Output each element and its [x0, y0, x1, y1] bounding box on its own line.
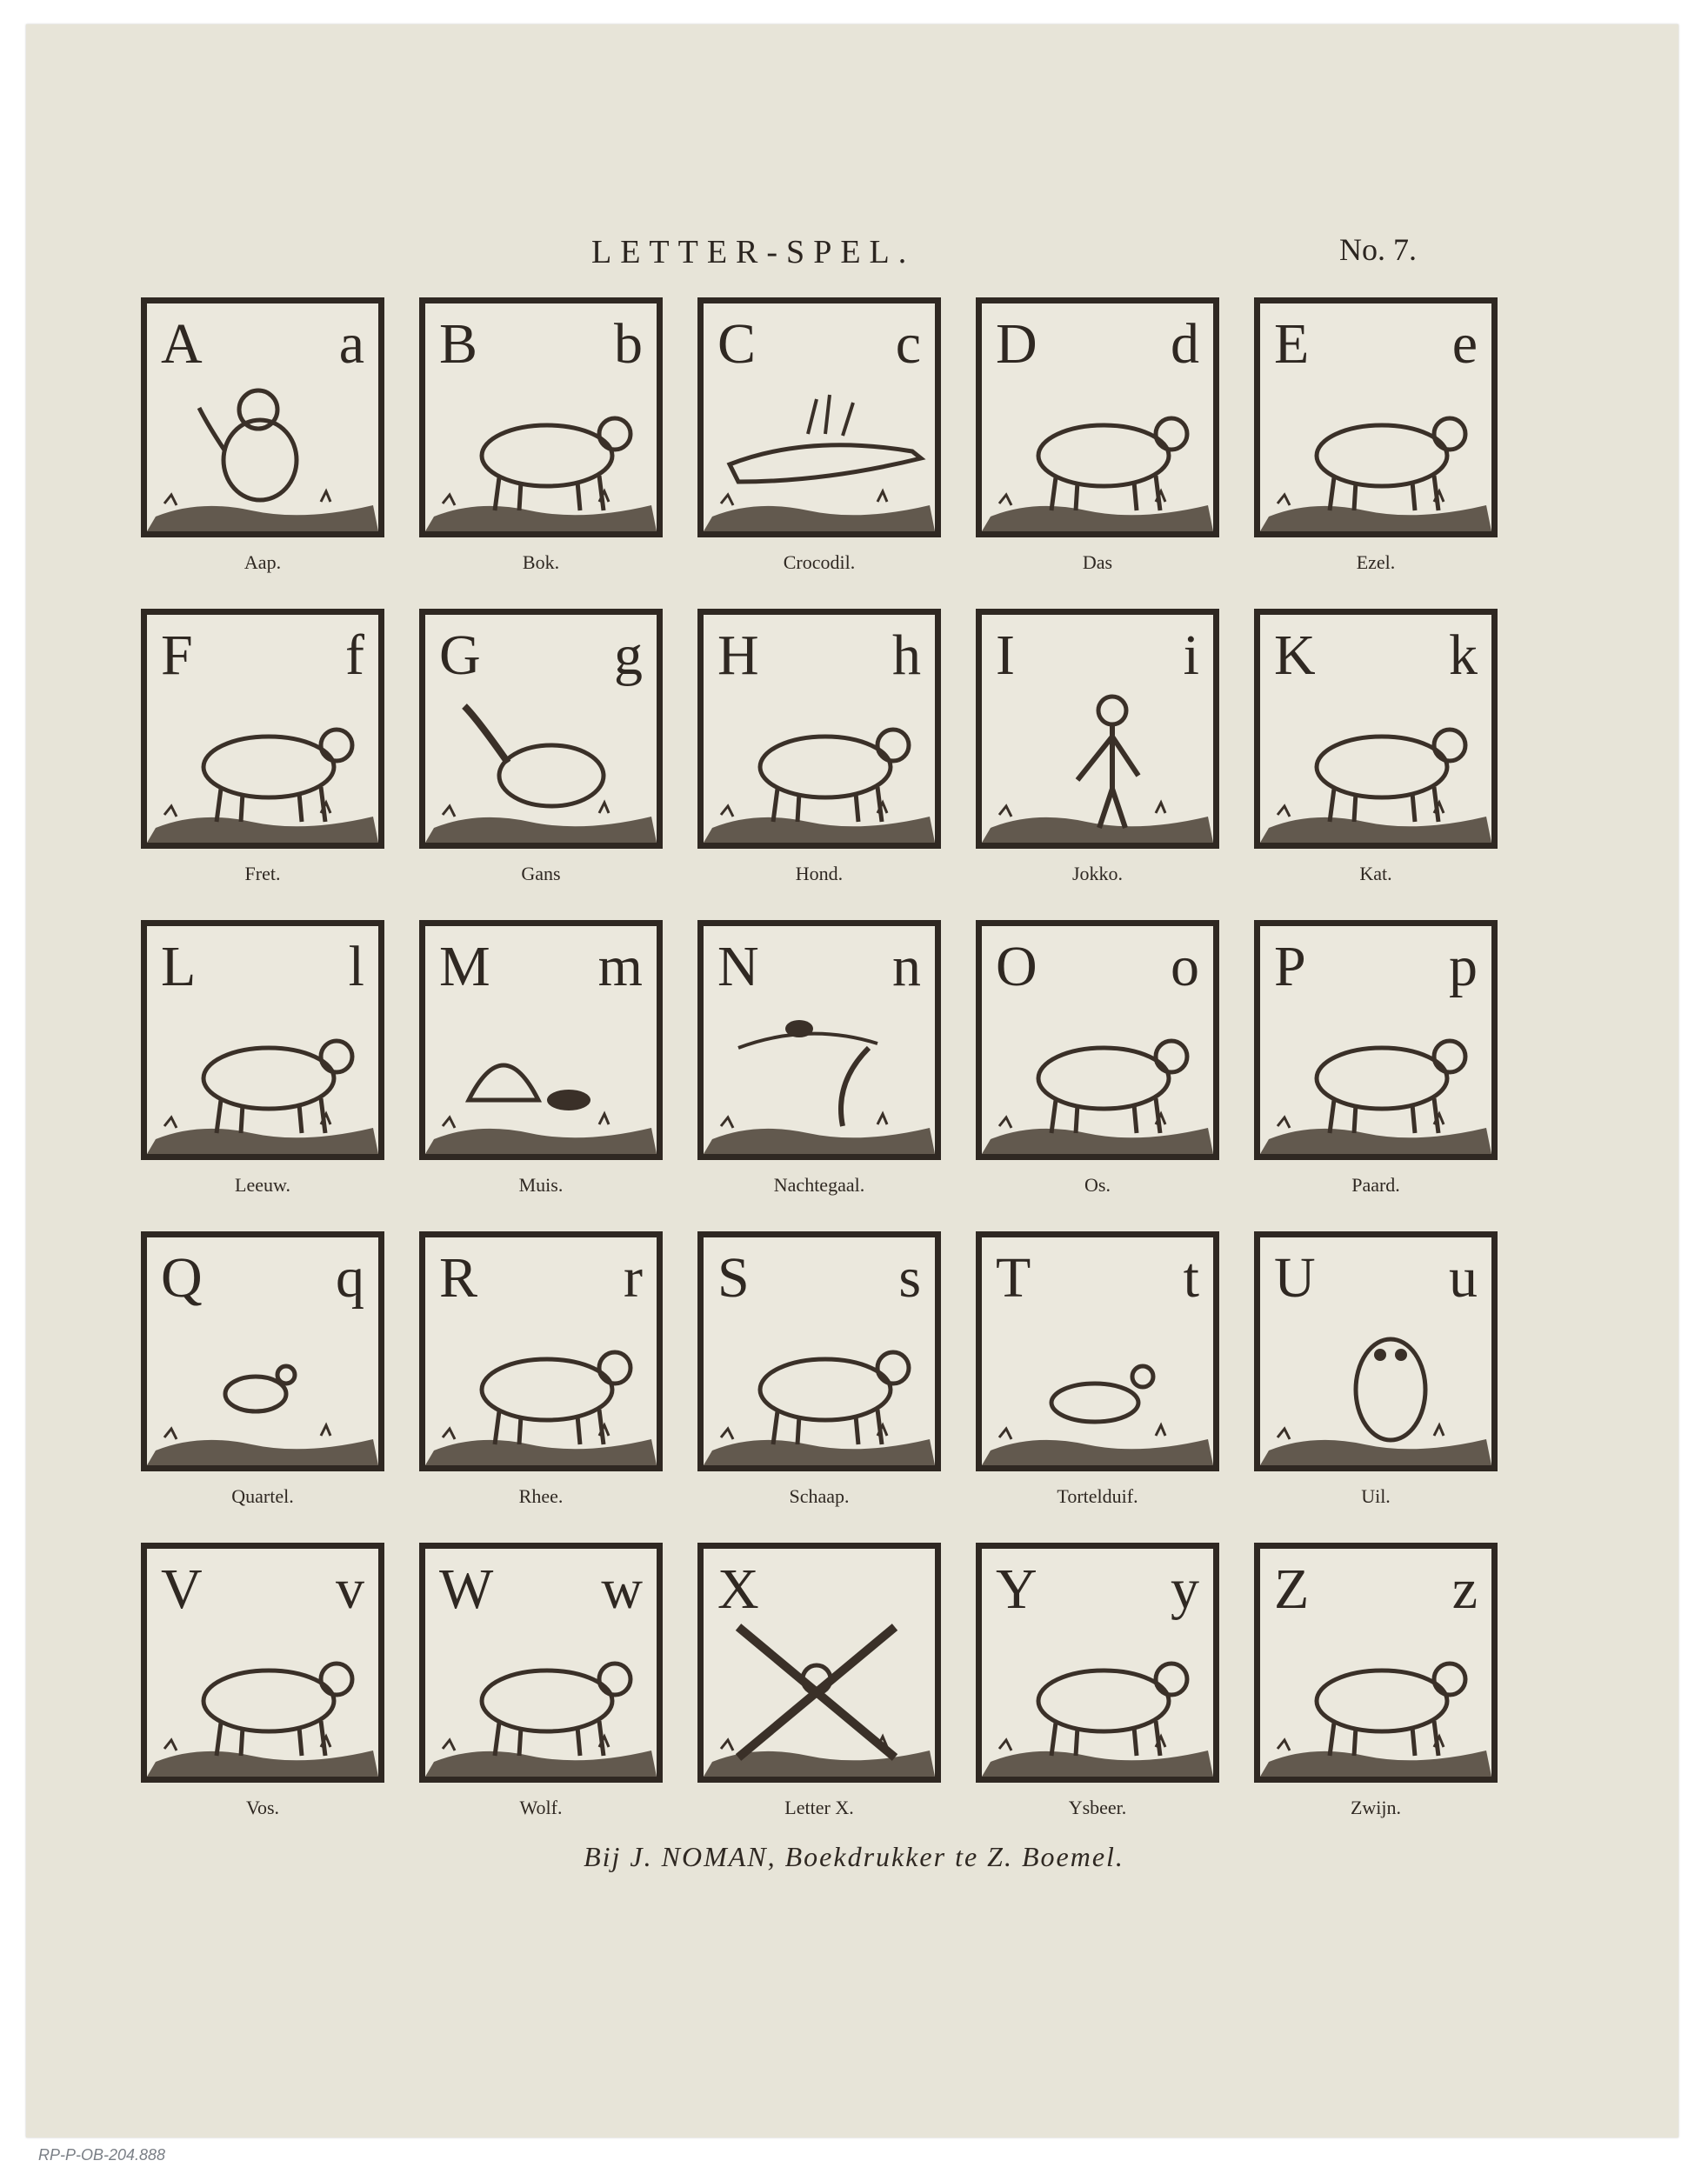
letter-tile [697, 1543, 941, 1818]
woodcut-frame [141, 920, 384, 1160]
animal-caption: Quartel. [231, 1485, 294, 1507]
animal-caption: Schaap. [789, 1485, 850, 1507]
uppercase-letter: B [439, 312, 478, 376]
uppercase-letter: P [1274, 935, 1306, 998]
letter-pair [1274, 624, 1478, 687]
letter-tile [141, 1543, 384, 1818]
animal-caption: Fret. [244, 863, 281, 884]
woodcut-frame [419, 1231, 663, 1471]
sheet-title: LETTER-SPEL. [591, 234, 916, 270]
woodcut-frame [697, 920, 941, 1160]
animal-caption: Letter X. [784, 1797, 854, 1818]
letter-pair [439, 624, 643, 687]
letter-tile [141, 609, 384, 884]
uppercase-letter: O [996, 935, 1037, 998]
animal-caption: Muis. [518, 1174, 564, 1196]
animal-caption: Hond. [795, 863, 844, 884]
letter-tile [1254, 297, 1498, 573]
letter-pair [996, 1246, 1199, 1310]
letter-pair [717, 935, 921, 998]
animal-caption: Gans [521, 863, 561, 884]
lowercase-letter: p [1449, 935, 1478, 998]
animal-caption: Jokko. [1071, 863, 1124, 884]
letter-pair [439, 1557, 643, 1621]
letter-pair [717, 1557, 921, 1621]
letter-pair [161, 1557, 364, 1621]
lowercase-letter: u [1449, 1246, 1478, 1310]
uppercase-letter: D [996, 312, 1037, 376]
letter-pair [161, 312, 364, 376]
lowercase-letter: m [597, 935, 643, 998]
woodcut-frame [141, 1543, 384, 1783]
lowercase-letter: q [336, 1246, 364, 1310]
lowercase-letter: s [898, 1246, 921, 1310]
letter-tile [141, 1231, 384, 1507]
letter-pair [161, 1246, 364, 1310]
letter-pair [717, 624, 921, 687]
animal-caption: Uil. [1361, 1485, 1391, 1507]
uppercase-letter: S [717, 1246, 750, 1310]
uppercase-letter: X [717, 1557, 759, 1621]
uppercase-letter: F [161, 624, 193, 687]
lowercase-letter: b [614, 312, 643, 376]
animal-caption: Das [1082, 551, 1113, 573]
woodcut-frame [976, 920, 1219, 1160]
uppercase-letter: G [439, 624, 481, 687]
woodcut-frame [141, 297, 384, 537]
woodcut-frame [419, 297, 663, 537]
lowercase-letter: y [1171, 1557, 1199, 1621]
letter-pair [1274, 1557, 1478, 1621]
lowercase-letter: d [1171, 312, 1199, 376]
letter-pair [717, 1246, 921, 1310]
letter-tile [419, 1231, 663, 1507]
letter-tile [976, 1231, 1219, 1507]
letter-tile [976, 297, 1219, 573]
letter-pair [717, 312, 921, 376]
animal-caption: Aap. [244, 551, 282, 573]
animal-caption: Nachtegaal. [773, 1174, 865, 1196]
woodcut-frame [697, 609, 941, 849]
lowercase-letter: g [614, 624, 643, 687]
letter-tile [419, 1543, 663, 1818]
woodcut-frame [419, 920, 663, 1160]
letter-pair [161, 624, 364, 687]
letter-pair [439, 1246, 643, 1310]
woodcut-frame [976, 1543, 1219, 1783]
letter-pair [996, 312, 1199, 376]
woodcut-frame [697, 1231, 941, 1471]
animal-caption: Paard. [1351, 1174, 1400, 1196]
lowercase-letter: o [1171, 935, 1199, 998]
woodcut-frame [141, 1231, 384, 1471]
letter-tile [141, 297, 384, 573]
uppercase-letter: Y [996, 1557, 1037, 1621]
letter-tile [697, 297, 941, 573]
letter-tile [1254, 1543, 1498, 1818]
animal-caption: Ysbeer. [1068, 1797, 1127, 1818]
letter-pair [996, 935, 1199, 998]
animal-caption: Rhee. [518, 1485, 564, 1507]
lowercase-letter: h [892, 624, 921, 687]
uppercase-letter: U [1274, 1246, 1316, 1310]
woodcut-frame [419, 609, 663, 849]
uppercase-letter: T [996, 1246, 1031, 1310]
letter-tile [976, 609, 1219, 884]
letter-pair [1274, 935, 1478, 998]
woodcut-frame [1254, 609, 1498, 849]
animal-caption: Os. [1084, 1174, 1111, 1196]
letter-pair [996, 1557, 1199, 1621]
uppercase-letter: M [439, 935, 490, 998]
letter-tile [976, 920, 1219, 1196]
woodcut-frame [1254, 297, 1498, 537]
letter-pair [439, 312, 643, 376]
lowercase-letter: z [1451, 1557, 1478, 1621]
uppercase-letter: I [996, 624, 1015, 687]
woodcut-frame [697, 1543, 941, 1783]
lowercase-letter: i [1183, 624, 1199, 687]
uppercase-letter: K [1274, 624, 1316, 687]
lowercase-letter: w [601, 1557, 643, 1621]
letter-pair [161, 935, 364, 998]
uppercase-letter: Q [161, 1246, 203, 1310]
woodcut-frame [976, 297, 1219, 537]
uppercase-letter: R [439, 1246, 478, 1310]
woodcut-frame [976, 1231, 1219, 1471]
letter-tile [419, 920, 663, 1196]
uppercase-letter: H [717, 624, 759, 687]
lowercase-letter: n [892, 935, 921, 998]
uppercase-letter: V [161, 1557, 203, 1621]
letter-tile [419, 297, 663, 573]
uppercase-letter: Z [1274, 1557, 1310, 1621]
letter-pair [996, 624, 1199, 687]
lowercase-letter: r [624, 1246, 643, 1310]
animal-caption: Zwijn. [1350, 1797, 1402, 1818]
uppercase-letter: W [439, 1557, 494, 1621]
letter-tile [976, 1543, 1219, 1818]
woodcut-frame [141, 609, 384, 849]
letter-grid [141, 297, 1498, 1818]
woodcut-frame [976, 609, 1219, 849]
letter-pair [439, 935, 643, 998]
letter-tile [1254, 609, 1498, 884]
woodcut-frame [1254, 1543, 1498, 1783]
animal-caption: Vos. [245, 1797, 280, 1818]
letter-tile [1254, 1231, 1498, 1507]
animal-caption: Ezel. [1356, 551, 1396, 573]
woodcut-frame [1254, 920, 1498, 1160]
letter-pair [1274, 1246, 1478, 1310]
lowercase-letter: v [336, 1557, 364, 1621]
animal-caption: Crocodil. [783, 551, 856, 573]
woodcut-frame [697, 297, 941, 537]
letter-tile [1254, 920, 1498, 1196]
letter-tile [419, 609, 663, 884]
uppercase-letter: N [717, 935, 759, 998]
lowercase-letter: t [1183, 1246, 1199, 1310]
uppercase-letter: C [717, 312, 757, 376]
woodcut-frame [1254, 1231, 1498, 1471]
letter-tile [141, 920, 384, 1196]
letter-tile [697, 920, 941, 1196]
animal-caption: Tortelduif. [1057, 1485, 1138, 1507]
lowercase-letter: k [1449, 624, 1478, 687]
letter-tile [697, 609, 941, 884]
letter-tile [697, 1231, 941, 1507]
lowercase-letter: f [345, 624, 364, 687]
animal-caption: Kat. [1359, 863, 1392, 884]
lowercase-letter: l [348, 935, 364, 998]
animal-caption: Bok. [522, 551, 560, 573]
sheet-number: No. 7. [1339, 232, 1417, 267]
lowercase-letter: e [1451, 312, 1478, 376]
uppercase-letter: L [161, 935, 197, 998]
letter-pair [1274, 312, 1478, 376]
printer-imprint: Bij J. NOMAN, Boekdrukker te Z. Boemel. [584, 1841, 1124, 1872]
uppercase-letter: A [161, 312, 203, 376]
animal-caption: Wolf. [519, 1797, 563, 1818]
archive-number: RP-P-OB-204.888 [38, 2146, 166, 2164]
lowercase-letter: a [338, 312, 364, 376]
woodcut-frame [419, 1543, 663, 1783]
animal-caption: Leeuw. [235, 1174, 290, 1196]
lowercase-letter: c [895, 312, 921, 376]
uppercase-letter: E [1274, 312, 1310, 376]
